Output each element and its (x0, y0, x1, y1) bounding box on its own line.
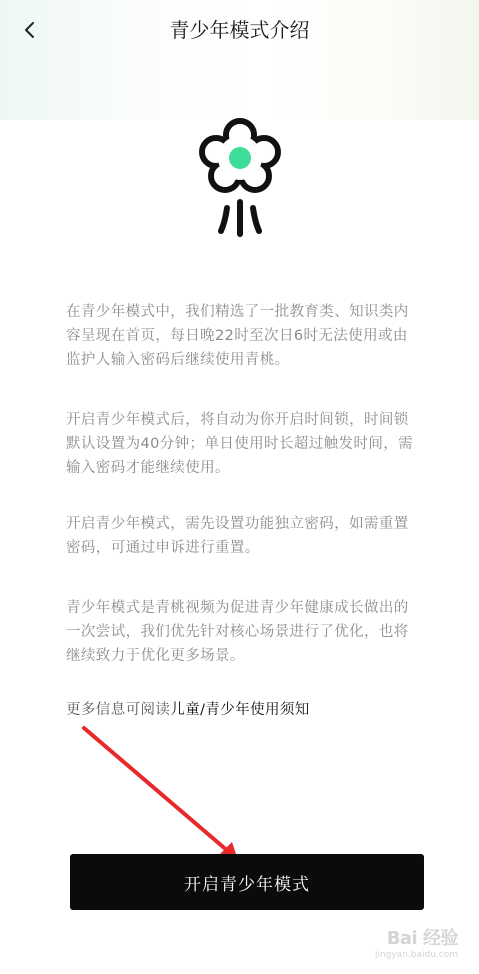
intro-paragraph: 青少年模式是青桃视频为促进青少年健康成长做出的一次尝试，我们优先针对核心场景进行了优化，也将继续致力于优化更多场景。 (66, 600, 409, 664)
more-info-line (66, 698, 422, 722)
enable-teen-mode-button[interactable]: 开启青少年模式 (70, 854, 424, 910)
flower-icon (196, 118, 284, 238)
watermark (364, 918, 464, 966)
usage-notice-link[interactable]: 儿童/青少年使用须知 (170, 702, 310, 718)
intro-paragraph: 开启青少年模式后，将自动为你开启时间锁，时间锁默认设置为40分钟；单日使用时长超过触发时间，需输入密码才能继续使用。 (66, 412, 414, 476)
watermark-sub: jingyan.baidu.com (374, 950, 458, 960)
intro-paragraph: 在青少年模式中，我们精选了一批教育类、知识类内容呈现在首页，每日晚22时至次日6时无法使用或由监护人输入密码后继续使用青桃。 (66, 304, 409, 368)
flower-center (229, 147, 251, 169)
watermark-main: Bai 经验 (386, 928, 458, 949)
intro-content (66, 300, 422, 722)
page-title: 青少年模式介绍 (169, 18, 310, 42)
intro-paragraph: 开启青少年模式，需先设置功能独立密码，如需重置密码，可通过申诉进行重置。 (66, 516, 409, 556)
more-info-prefix: 更多信息可阅读 (66, 702, 171, 718)
header (0, 0, 479, 60)
